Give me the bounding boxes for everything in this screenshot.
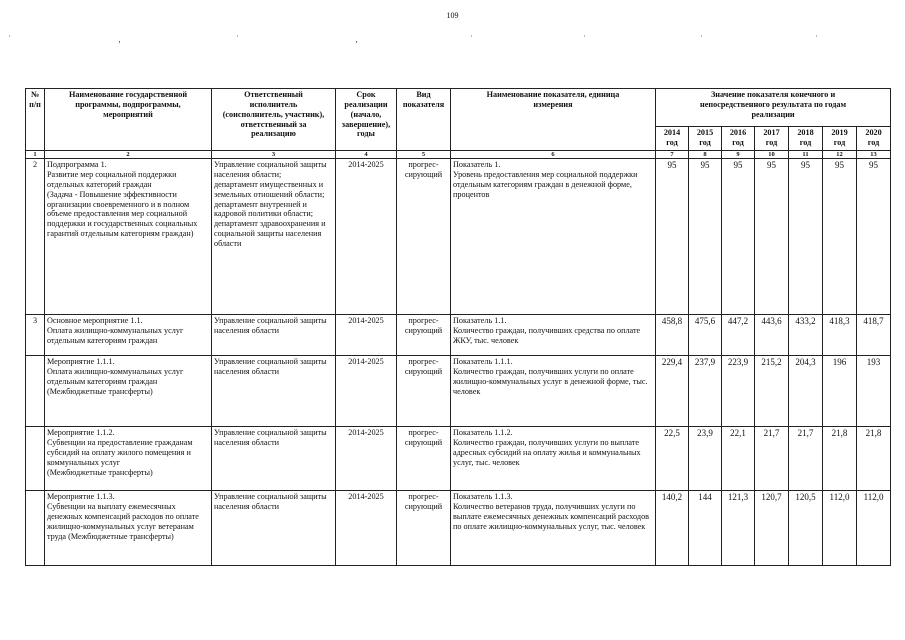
row-indicator-name: Показатель 1. Уровень предоставления мер социальной поддержки отдельным категориям граждан в денежной форме, процентов [451,159,656,315]
header-term: Срок реализации (начало, завершение), годы [336,89,397,151]
row-term: 2014-2025 [336,159,397,315]
row-value: 95 [857,159,891,315]
column-number: 9 [722,151,755,159]
indicators-table [25,88,891,566]
row-value: 21,8 [857,427,891,491]
row-value: 112,0 [823,491,857,566]
row-indicator-name: Показатель 1.1.3. Количество ветеранов труда, получивших услуги по выплате ежемесячных денежных компенсаций расходов по оплате жилищно-коммунальных услуг, тыс. человек [451,491,656,566]
column-number: 10 [755,151,789,159]
column-number: 13 [857,151,891,159]
scan-mark: ˙ [700,34,703,44]
row-value: 22,5 [656,427,689,491]
row-term: 2014-2025 [336,491,397,566]
row-value: 475,6 [689,315,722,356]
scan-mark: ˙ [815,34,818,44]
row-value: 229,4 [656,356,689,427]
row-indicator-name: Показатель 1.1.1. Количество граждан, получивших услуги по оплате жилищно-коммунальных услуг в денежной форме, тыс. человек [451,356,656,427]
row-value: 112,0 [857,491,891,566]
header-num: № п/п [26,89,45,151]
row-term: 2014-2025 [336,356,397,427]
row-value: 144 [689,491,722,566]
row-term: 2014-2025 [336,427,397,491]
row-executor: Управление социальной защиты населения области [212,315,336,356]
header-year: 2017 год [755,127,789,151]
header-program: Наименование государственной программы, подпрограммы, мероприятий [45,89,212,151]
row-value: 433,2 [789,315,823,356]
row-program: Основное мероприятие 1.1. Оплата жилищно-коммунальных услуг отдельным категориям граждан [45,315,212,356]
column-number: 3 [212,151,336,159]
page-number: 109 [446,11,459,20]
row-number: 2 [26,159,45,315]
row-value: 204,3 [789,356,823,427]
header-year: 2019 год [823,127,857,151]
column-number: 4 [336,151,397,159]
row-number [26,427,45,491]
table-row [26,315,891,356]
row-value: 95 [689,159,722,315]
row-term: 2014-2025 [336,315,397,356]
row-value: 95 [789,159,823,315]
row-value: 95 [722,159,755,315]
row-program: Подпрограмма 1. Развитие мер социальной поддержки отдельных категорий граждан (Задача - Повышение эффективности организации своевременного и в полном объеме предоставления мер социальной поддержки и государственных социальных гарантий отдельным категориям граждан) [45,159,212,315]
row-value: 140,2 [656,491,689,566]
row-indicator-type: прогрес- сирующий [397,356,451,427]
row-indicator-type: прогрес- сирующий [397,491,451,566]
row-executor: Управление социальной защиты населения области [212,427,336,491]
scan-artifacts [0,34,905,44]
row-value: 458,8 [656,315,689,356]
row-program: Мероприятие 1.1.3. Субвенции на выплату ежемесячных денежных компенсаций расходов по оплате жилищно-коммунальных услуг ветеранам труда (Межбюджетные трансферты) [45,491,212,566]
row-value: 196 [823,356,857,427]
row-value: 447,2 [722,315,755,356]
table-row [26,356,891,427]
header-year: 2014 год [656,127,689,151]
column-number: 12 [823,151,857,159]
scan-mark: ‚ [355,34,358,44]
row-value: 22,1 [722,427,755,491]
row-indicator-type: прогрес- сирующий [397,159,451,315]
row-value: 237,9 [689,356,722,427]
header-year: 2020 год [857,127,891,151]
row-value: 21,7 [755,427,789,491]
header-executor: Ответственный исполнитель (соисполнитель, участник), ответственный за реализацию [212,89,336,151]
row-value: 95 [755,159,789,315]
column-number: 1 [26,151,45,159]
column-number: 7 [656,151,689,159]
row-value: 120,7 [755,491,789,566]
row-program: Мероприятие 1.1.2. Субвенции на предоставление гражданам субсидий на оплату жилого помещения и коммунальных услуг (Межбюджетные трансферты) [45,427,212,491]
header-indicator-name: Наименование показателя, единица измерения [451,89,656,151]
row-indicator-type: прогрес- сирующий [397,427,451,491]
column-number: 2 [45,151,212,159]
row-value: 193 [857,356,891,427]
scan-mark: ˙ [470,34,473,44]
row-number: 3 [26,315,45,356]
row-indicator-type: прогрес- сирующий [397,315,451,356]
row-value: 215,2 [755,356,789,427]
row-value: 21,8 [823,427,857,491]
table-row [26,491,891,566]
table-row [26,159,891,315]
row-program: Мероприятие 1.1.1. Оплата жилищно-коммунальных услуг отдельным категориям граждан (Межбюджетные трансферты) [45,356,212,427]
row-value: 95 [656,159,689,315]
row-value: 23,9 [689,427,722,491]
row-executor: Управление социальной защиты населения области; департамент имущественных и земельных отношений области; департамент внутренней и кадровой политики области; департамент здравоохранения и социальной защиты населения области [212,159,336,315]
row-number [26,356,45,427]
row-value: 95 [823,159,857,315]
row-value: 223,9 [722,356,755,427]
column-number: 6 [451,151,656,159]
row-number [26,491,45,566]
scan-mark: ˙ [236,34,239,44]
column-number: 8 [689,151,722,159]
row-value: 418,7 [857,315,891,356]
row-value: 121,3 [722,491,755,566]
header-values-group: Значение показателя конечного и непосредственного результата по годам реализации [656,89,891,127]
column-number: 11 [789,151,823,159]
row-value: 418,3 [823,315,857,356]
header-year: 2018 год [789,127,823,151]
row-executor: Управление социальной защиты населения области [212,356,336,427]
row-indicator-name: Показатель 1.1.2. Количество граждан, получивших услуги по выплате адресных субсидий на оплату жилья и коммунальных услуг, тыс. человек [451,427,656,491]
scan-mark: ˙ [583,34,586,44]
header-indicator-type: Вид показателя [397,89,451,151]
scan-mark: ˙ [8,34,11,44]
row-value: 443,6 [755,315,789,356]
row-indicator-name: Показатель 1.1. Количество граждан, получивших средства по оплате ЖКУ, тыс. человек [451,315,656,356]
scan-mark: ‚ [118,34,121,44]
header-year: 2016 год [722,127,755,151]
column-number: 5 [397,151,451,159]
header-year: 2015 год [689,127,722,151]
row-value: 120,5 [789,491,823,566]
table-row [26,427,891,491]
row-executor: Управление социальной защиты населения области [212,491,336,566]
row-value: 21,7 [789,427,823,491]
